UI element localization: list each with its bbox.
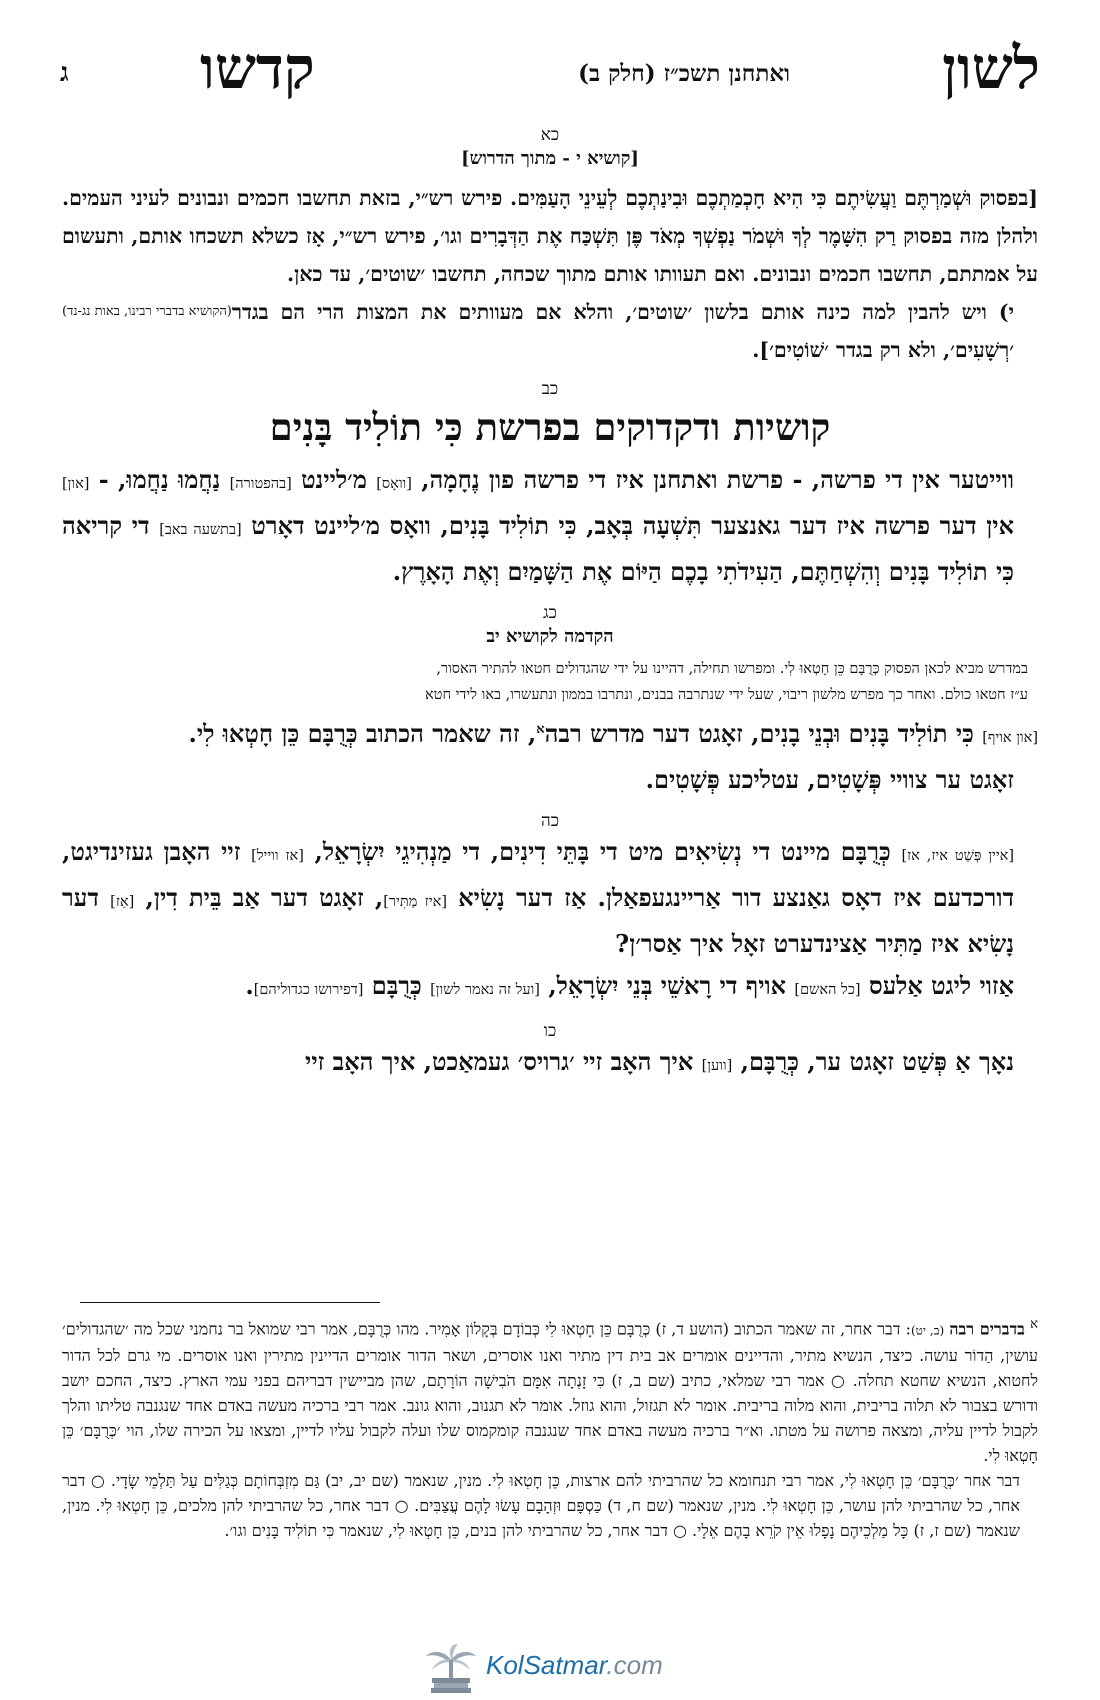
s26-text-a: נאָך אַ פְּשַׁט זאָגט ער, כְּרֻבָּם, <box>740 1047 1014 1076</box>
s22-text-d: אין דער פרשה איז דער גאנצער תִּשְׁעָה בְּאָב, כִּי תוֹלִיד בָּנִים, וואָס מ׳ליינט דאָרט <box>251 511 1015 540</box>
section-23-paragraph <box>62 709 1038 759</box>
section-25-paragraph <box>62 831 1038 965</box>
s25-note-d: [אַז] <box>110 894 135 910</box>
section-21-paragraph-1: [בפסוק וּשְׁמַרְתֶּם וַעֲשִׂיתֶם כִּי הִיא חָכְמַתְכֶם וּבִינַתְכֶם לְעֵינֵי הָעַמִּים. פירש רש״י, בזאת תחשבו חכמים ונבונים לעיני העמים. ולהלן מזה בפסוק רַק הִשָּׁמֶר לְךָ וּשְׁמֹר נַפְשְׁךָ מְאֹד פֶּן תִּשְׁכַּח אֶת הַדְּבָרִים וגו׳, פירש רש״י, אָז כשלא תשכחו אותם, ותעשום על אמתתם, תחשבו חכמים ונבונים. ואם תעוותו אותם מתוך שכחה, תחשבו ׳שוטים׳, עד כאן. <box>62 186 1038 286</box>
section-22-title: קושיות ודקדוקים בפרשת כִּי תוֹלִיד בָּנִים <box>269 405 831 449</box>
section-25-paragraph-2 <box>62 965 1038 1011</box>
s25-text-f: אויף די רָאשֵׁי בְּנֵי יִשְׂרָאֵל, <box>548 971 787 1000</box>
s26-note-a: [ווען] <box>701 1058 733 1074</box>
section-number-21: כא <box>540 125 560 145</box>
section-number-25: כה <box>540 811 560 831</box>
s22-note-c: [און] <box>62 476 90 492</box>
s26-text-b: איך האָב זיי ׳גרויס׳ געמאַכט, איך האָב זיי <box>305 1047 694 1076</box>
section-21-paragraph-2: י) ויש להבין למה כינה אותם בלשון ׳שוטים׳, והלא אם מעוותים את המצות הרי הם בגדר ׳רְשָׁעִים׳, ולא רק בגדר ׳שׁוֹטִים׳]. <box>231 300 1014 362</box>
section-number-26: כו <box>543 1021 557 1041</box>
s25-text-g: כְּרֻבָּם <box>371 971 422 1000</box>
s22-note-b: [בהפטורה] <box>229 476 292 492</box>
s25-text-b: זיי האָבן געזינדיגט, דורכדעם איז דאָס גאַנצע דור אַריינגעפאַלן. אַז דער נָשִׂיא <box>62 837 1015 912</box>
s23-text-b: , זה שאמר הכתוב כְּרֻבָּם כֵּן חָטְאוּ לִי. <box>188 719 537 748</box>
section-23-intro-line-1: במדרש מביא לכאן הפסוק כְּרֻבָּם כֵּן חָטְאוּ לִי. ומפרשו תחילה, דהיינו על ידי שהגדולים חטאו להתיר האסור, <box>436 661 1028 677</box>
watermark-suffix: .com <box>606 1650 663 1680</box>
s25-text-c: , זאָגט דער אַב בֵּית דִין, <box>145 883 384 912</box>
s25-note-f: [ועל זה נאמר לשון] <box>430 982 540 998</box>
s25-end: . <box>245 971 254 1000</box>
header-title-left: קדשו <box>200 34 315 102</box>
section-number-23: כג <box>543 603 557 623</box>
s23-text-a: כִּי תוֹלִיד בָּנִים וּבְנֵי בָנִים, זאָגט דער מדרש רבה <box>544 719 974 748</box>
page-header <box>60 34 1040 108</box>
footnote-a-title: בדברים רבה <box>949 1319 1025 1339</box>
s25-note-b: [אז ווייל] <box>251 848 304 864</box>
s22-note-a: [וואָס] <box>376 476 412 492</box>
section-21-citation: (הקושיא בדברי רבינו, באות נג-נד) <box>62 304 232 319</box>
section-21-subtitle: [קושיא י - מתוך הדרוש] <box>461 148 639 169</box>
section-number-22: כב <box>541 379 559 399</box>
s25-text-a: כְּרֻבָּם מיינט די נְשִׂיאִים מיט די בָּתֵּי דִינִים, די מַנְהִיגֵי יִשְׂרָאֵל, <box>314 837 891 866</box>
s25-note-g: [דפירושו כגדוליהם] <box>253 982 364 998</box>
footnote-a-mark: א <box>1030 1317 1038 1332</box>
site-watermark[interactable] <box>422 1642 682 1694</box>
page-number: ג <box>60 58 69 88</box>
footnote-a-continued: דבר אחר ׳כְּרֻבָּם׳ כֵּן חָטְאוּ לִי, אמר רבי תנחומא כל שהרביתי להם ארצות, כֵּן חָטְאוּ לִי. מנין, שנאמר (שם יב, יב) גַּם מִזְבְּחוֹתָם כְּגַלִּים עַל תַּלְמֵי שָׂדָי. ○ דבר אחר, כל שהרביתי להן עושר, כֵּן חָטְאוּ לִי. מנין, שנאמר (שם ח, ד) כַּסְפָּם וּזְהָבָם עָשׂוּ לָהֶם עֲצַבִּים. ○ דבר אחר, כל שהרביתי להן מלכים, כֵּן חָטְאוּ לִי. מנין, שנאמר (שם ז, ז) כָּל מַלְכֵיהֶם נָפָלוּ אֵין קֹרֵא בָהֶם אֵלָי. ○ דבר אחר, כל שהרביתי להן בנים, כֵּן חָטְאוּ לִי, שנאמר כִּי תוֹלִיד בָּנִים וגו׳. <box>62 1471 1020 1541</box>
watermark-text <box>486 1650 663 1681</box>
footnote-a <box>62 1312 1038 1468</box>
s25-text-e: אַזוי ליגט אַלעס <box>868 971 1014 1000</box>
section-23-paragraph-2: זאָגט ער צוויי פְּשָׁטִים, עטליכע פְּשָׁטִים. <box>645 765 1014 794</box>
section-22-paragraph <box>62 459 1038 593</box>
section-26-paragraph <box>62 1041 1038 1087</box>
footnote-a-ref: (ב, יט) <box>910 1323 945 1338</box>
main-content <box>62 125 1038 1087</box>
footnote-marker[interactable]: א <box>536 722 545 737</box>
s22-text-a: ווייטער אין די פרשה, - פרשת ואתחנן איז די פרשה פון נֶחָמָה, <box>421 465 1014 494</box>
s25-text-d: דער נָשִׂיא איז מַתִּיר אַצינדערט זאָל איך אַסר׳ן? <box>62 883 1014 958</box>
watermark-name: KolSatmar <box>486 1650 607 1680</box>
s22-text-e: די קריאה כִּי תוֹלִיד בָּנִים וְהִשְׁחַתֶּם, הַעִידֹתִי בָכֶם הַיּוֹם אֶת הַשָּׁמַיִם וְאֶת הָאָרֶץ. <box>62 511 1014 586</box>
footnote-a-text: : דבר אחר, זה שאמר הכתוב (הושע ד, ז) כְּרֻבָּם כֵּן חָטְאוּ לִי כְּבוֹדָם בְּקָלוֹן אָמִיר. מהו כְּרֻבָּם, אמר רבי שמואל בר נחמני שכל מה ׳שהגדולים׳ עושין, הַדוֹר עושה. כיצד, הנשיא מתיר, והדיינים אומרים אב בית דין מתיר ואנו אוסרים, ושאר הדור אומרים הדיינין מתירין ואנו אוסרים. מי גרם לכל הדור לחטוא, הנשיא שחטא תחלה. ○ אמר רבי שמלאי, כתיב (שם ב, ז) כִּי זָנְתָה אִמָּם הֹבִישָׁה הוֹרָתָם, שהן מביישין דבריהם בפני עמי הארץ. כיצד, החכם יושב ודורש בצבור לא תלוה בריבית, והוא מלוה בריבית. אומר לא תגזול, והוא גוזל. אומר לא תגנוב, והוא גונב. אמר רבי ברכיה מעשה באדם אחד שנגנבה טליתו והלך לקבול לדיין עליה, ומצאה פרושה על מטתו. וא״ר ברכיה מעשה באדם אחד שנגנבה קומקמוס שלו ועלה לקבול עליו לדיין, ומצאו על הכירה שלו, הוי ׳כְּרֻבָּם׳ כֵּן חָטְאוּ לִי. <box>62 1319 1039 1466</box>
s25-note-c: [איז מַתִּיר] <box>383 894 447 910</box>
section-23-subtitle: הקדמה לקושיא יב <box>486 626 614 647</box>
footnotes <box>62 1312 1038 1543</box>
header-title-right: לשון <box>942 34 1040 102</box>
s22-note-d: [בתשעה באב] <box>159 522 242 538</box>
s23-note-a: [און אויף] <box>982 730 1038 746</box>
section-23-intro-line-2: ע״ז חטאו כולם. ואחר כך מפרש מלשון ריבוי, שעל ידי שנתרבה בבנים, ונתרבו בממון ונתעשרו, באו לידי חטא <box>424 687 1028 703</box>
s25-note-e: [כל האשם] <box>794 982 861 998</box>
s25-note-a: [איין פְּשַׁט איז, אז] <box>901 848 1015 864</box>
footnote-divider <box>80 1302 380 1303</box>
palm-tree-books-icon <box>422 1642 480 1694</box>
header-parsha: ואתחנן תשכ״ז (חלק ב) <box>578 60 790 87</box>
section-21-paragraph-2-wrap <box>62 293 1038 369</box>
s22-text-c: נַחֲמוּ נַחֲמוּ, - <box>98 465 221 494</box>
s22-text-b: מ׳ליינט <box>301 465 367 494</box>
